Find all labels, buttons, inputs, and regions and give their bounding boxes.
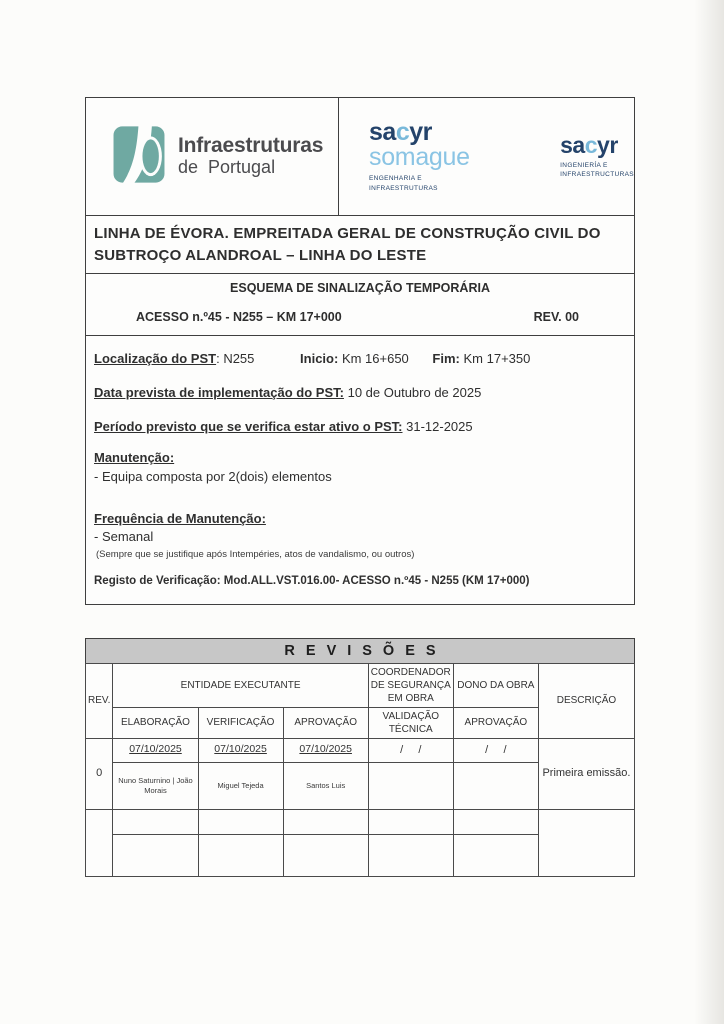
- rev-cell: [86, 809, 113, 876]
- sacyr-wordmark: sacyr: [560, 131, 618, 158]
- location-row: [94, 351, 624, 367]
- location-value: : N255: [216, 350, 255, 366]
- frequency-note: (Sempre que se justifique após Intempéries, atos de vandalismo, ou outros): [96, 549, 415, 561]
- maintenance-label: Manutenção:: [94, 450, 175, 466]
- project-title: LINHA DE ÉVORA. EMPREITADA GERAL DE CONSTRUÇÃO CIVIL DO SUBTROÇO ALANDROAL – LINHA DO LESTE: [86, 216, 634, 274]
- end-label: Fim:: [432, 350, 460, 366]
- sacyr-logo: [560, 131, 634, 179]
- technical-validation-date-cell: [368, 809, 453, 834]
- owner-approval-signature-cell: [453, 762, 538, 809]
- frequency-label: Frequência de Manutenção:: [94, 510, 266, 526]
- revisions-title-bar: REVISÕES: [85, 638, 635, 663]
- revisions-table: [85, 663, 635, 877]
- implementation-date-row: [94, 385, 624, 401]
- verification-record: Registo de Verificação: Mod.ALL.VST.016.00- ACESSO n.º45 - N255 (KM 17+000): [94, 575, 530, 588]
- elaboration-signature-cell: [113, 834, 198, 876]
- technical-validation-signature-cell: [368, 762, 453, 809]
- verification-date-cell: 07/10/2025: [198, 738, 283, 762]
- technical-validation-signature-cell: [368, 834, 453, 876]
- approval-signature-cell: [283, 834, 368, 876]
- access-row: [136, 310, 579, 324]
- scheme-row: [86, 274, 634, 336]
- header-owner: DONO DA OBRA: [453, 663, 538, 707]
- table-row: [86, 738, 635, 762]
- header-safety-coordinator: COORDENADOR DE SEGURANÇA EM OBRA: [368, 663, 453, 707]
- header-rev: REV.: [86, 663, 113, 738]
- table-row: [86, 809, 635, 834]
- elaboration-date-cell: 07/10/2025: [113, 738, 198, 762]
- header-description: DESCRIÇÃO: [538, 663, 634, 738]
- verification-date-cell: [198, 809, 283, 834]
- access-reference: ACESSO n.º45 - N255 – KM 17+000: [136, 309, 342, 324]
- header-elaboration: ELABORAÇÃO: [113, 707, 198, 738]
- header-technical-validation: VALIDAÇÃO TÉCNICA: [368, 707, 453, 738]
- verification-signature-cell: [198, 834, 283, 876]
- sacyr-somague-tagline: ENGENHARIA E INFRAESTRUTURAS: [369, 175, 438, 192]
- implementation-label: Data prevista de implementação do PST:: [94, 384, 344, 400]
- owner-approval-date-cell: / /: [453, 738, 538, 762]
- sacyr-logos-cell: [339, 98, 634, 215]
- ip-logo-icon: [113, 126, 165, 188]
- approval-signature-cell: Santos Luis: [283, 762, 368, 809]
- somague-wordmark: somague: [369, 143, 470, 172]
- scheme-title: ESQUEMA DE SINALIZAÇÃO TEMPORÁRIA: [230, 280, 490, 295]
- ip-logo-name-line1: Infraestruturas: [178, 134, 324, 158]
- ip-logo-name-line2: de Portugal: [178, 157, 276, 178]
- header-verification: VERIFICAÇÃO: [198, 707, 283, 738]
- sacyr-somague-wordmark: sacyr somague: [369, 118, 470, 172]
- maintenance-value: - Equipa composta por 2(dois) elementos: [94, 468, 332, 484]
- implementation-value: 10 de Outubro de 2025: [347, 384, 482, 400]
- document-content: [85, 97, 635, 877]
- approval-date-cell: [283, 809, 368, 834]
- header-owner-approval: APROVAÇÃO: [453, 707, 538, 738]
- approval-date-cell: 07/10/2025: [283, 738, 368, 762]
- details-section: [86, 336, 634, 604]
- owner-approval-date-cell: [453, 809, 538, 834]
- elaboration-signature-cell: Nuno Saturnino | João Morais: [113, 762, 198, 809]
- active-period-row: [94, 419, 624, 435]
- active-period-label: Período previsto que se verifica estar ativo o PST:: [94, 419, 403, 434]
- ip-logo-cell: [86, 98, 339, 215]
- frequency-value: - Semanal: [94, 529, 154, 544]
- description-cell: [538, 809, 634, 876]
- verification-signature-cell: Miguel Tejeda: [198, 762, 283, 809]
- technical-validation-date-cell: / /: [368, 738, 453, 762]
- elaboration-date-cell: [113, 809, 198, 834]
- rev-cell: 0: [86, 738, 113, 809]
- location-label: Localização do PST: [94, 350, 217, 366]
- logo-header-row: [86, 98, 634, 216]
- revision-number: REV. 00: [533, 309, 579, 324]
- description-cell: Primeira emissão.: [538, 738, 634, 809]
- start-value: Km 16+650: [341, 350, 409, 366]
- end-value: Km 17+350: [463, 350, 531, 366]
- sacyr-somague-logo: [369, 120, 534, 192]
- header-executing-entity: ENTIDADE EXECUTANTE: [113, 663, 368, 707]
- header-approval: APROVAÇÃO: [283, 707, 368, 738]
- sacyr-tagline: INGENIERÍA E INFRAESTRUCTURAS: [560, 161, 634, 178]
- ip-logo-text: [178, 135, 323, 178]
- start-label: Inicio:: [300, 350, 339, 366]
- main-info-box: [85, 97, 635, 605]
- owner-approval-signature-cell: [453, 834, 538, 876]
- active-period-value: 31-12-2025: [406, 419, 473, 434]
